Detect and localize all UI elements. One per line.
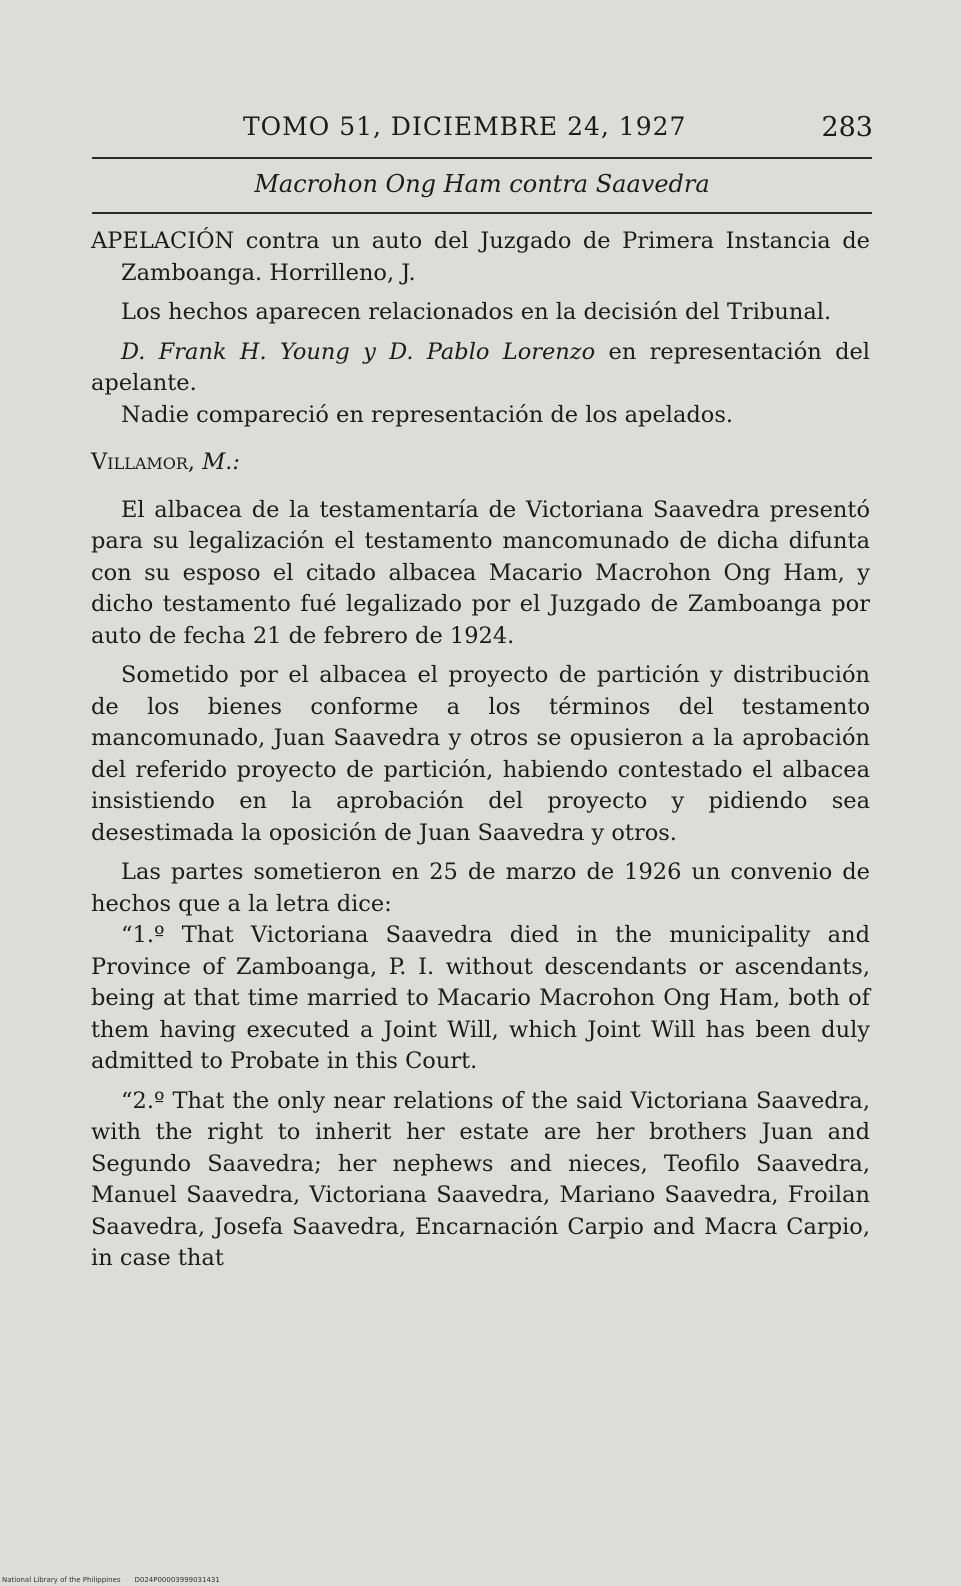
author-line <box>91 447 870 479</box>
volume-date-header: TOMO 51, DICIEMBRE 24, 1927 <box>243 112 687 141</box>
appeal-paragraph: APELACIÓN contra un auto del Juzgado de Primera Instancia de Zamboanga. Horrilleno, J. <box>91 228 870 286</box>
body-text <box>91 226 870 1275</box>
stipulation-item-1: “1.º That Victoriana Saavedra died in the municipality and Province of Zamboanga, P. I. without descendants or ascendants, being at that time married to Macario Macrohon Ong Ham, both of them having executed a Joint Will, which Joint Will has been duly admitted to Probate in this Court. <box>91 922 870 1074</box>
header-rule-top <box>92 157 872 159</box>
facts-paragraph: Los hechos aparecen relacionados en la decisión del Tribunal. <box>121 299 832 325</box>
author-name: Villamor, <box>91 449 196 475</box>
author-title: M.: <box>195 449 241 475</box>
counsel-names: D. Frank H. Young y D. Pablo Lorenzo <box>121 338 596 365</box>
opinion-paragraph-2: Sometido por el albacea el proyecto de partición y distribución de los bienes conforme a los términos del testamento mancomunado, Juan Saavedra y otros se opusieron a la aprobación del referido proyecto de partición, habiendo contestado el albacea insistiendo en la aprobación del proyecto y pidiendo sea desestimada la oposición de Juan Saavedra y otros. <box>91 662 870 846</box>
scan-footer <box>2 1576 234 1584</box>
running-title: Macrohon Ong Ham contra Saavedra <box>254 170 710 198</box>
page-number: 283 <box>821 112 873 143</box>
footer-code: D024P00003999031431 <box>134 1576 220 1584</box>
stipulation-item-2: “2.º That the only near relations of the said Victoriana Saavedra, with the right to inherit her estate are her brothers Juan and Segundo Saavedra; her nephews and nieces, Teofilo Saavedra, Manuel Saavedra, Victoriana Saavedra, Mariano Saavedra, Froilan Saavedra, Josefa Saavedra, Encarnación Carpio and Macra Carpio, in case that <box>91 1087 870 1271</box>
opinion-paragraph-3: Las partes sometieron en 25 de marzo de 1926 un convenio de hechos que a la letra dice: <box>91 859 870 917</box>
opinion-paragraph-1: El albacea de la testamentaría de Victoriana Saavedra presentó para su legalización el testamento mancomunado de dicha difunta con su esposo el citado albacea Macario Macrohon Ong Ham, y dicho testamento fué legalizado por el Juzgado de Zamboanga por auto de fecha 21 de febrero de 1924. <box>91 496 870 649</box>
appellees-paragraph: Nadie compareció en representación de los apelados. <box>121 401 734 428</box>
counsel-role: en representación del apelante. <box>91 338 870 396</box>
footer-library: National Library of the Philippines <box>2 1576 121 1584</box>
header-rule-bottom <box>92 212 872 214</box>
appellant-counsel-paragraph <box>91 337 870 400</box>
